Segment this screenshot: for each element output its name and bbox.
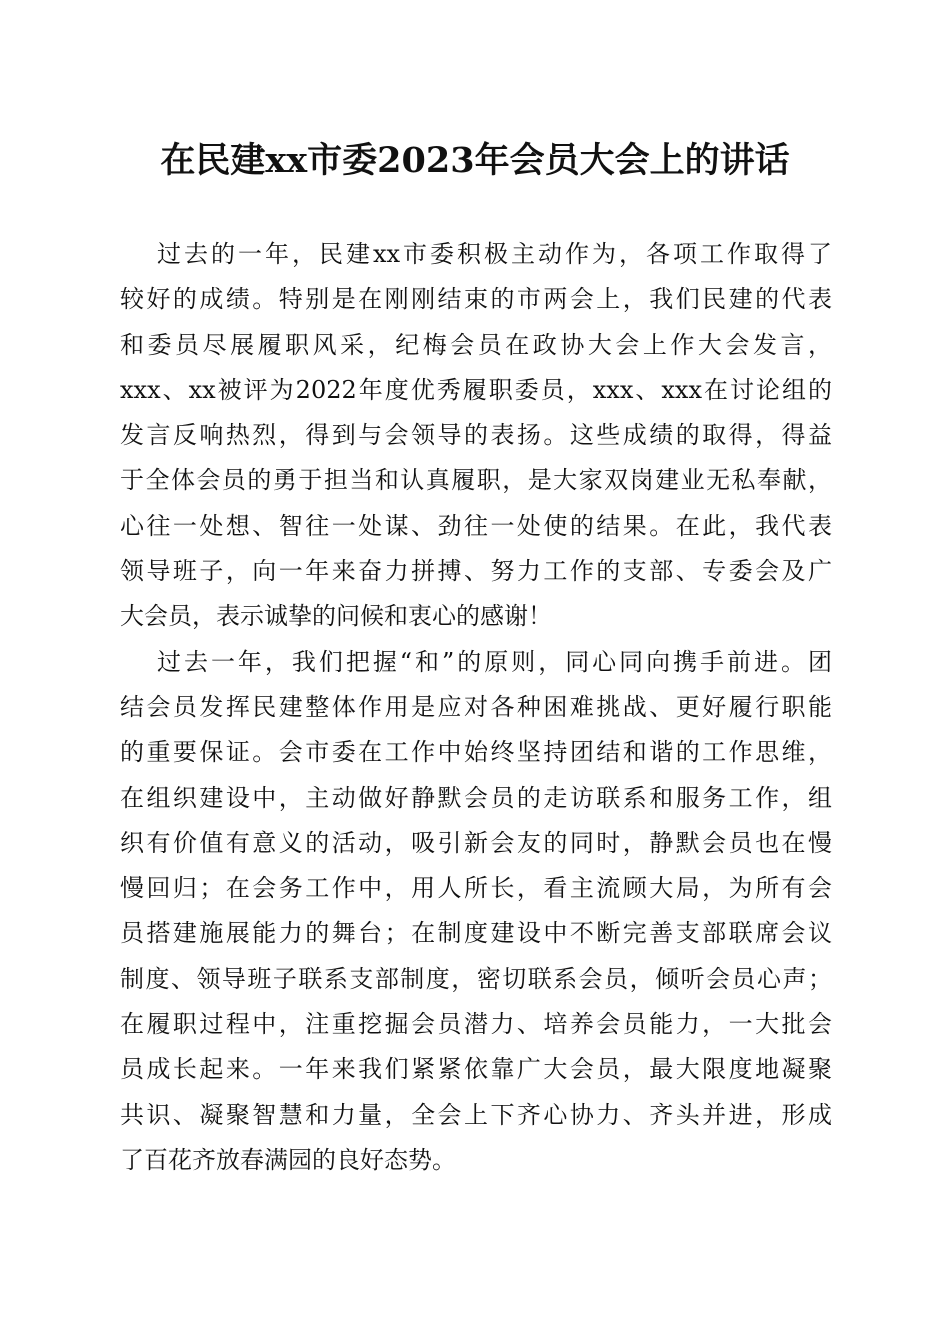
text-line: 于全体会员的勇于担当和认真履职，是大家双岗建业无私奉献， [120, 466, 832, 495]
text-line: 的重要保证。会市委在工作中始终坚持团结和谐的工作思维， [120, 738, 832, 767]
document-body [120, 232, 832, 1183]
text-line: 过去一年，我们把握“和”的原则，同心同向携手前进。团 [157, 647, 832, 676]
text-line: 在组织建设中，主动做好静默会员的走访联系和服务工作，组 [120, 783, 832, 812]
text-line: 慢回归；在会务工作中，用人所长，看主流顾大局，为所有会 [120, 874, 832, 903]
text-line: 和委员尽展履职风采，纪梅会员在政协大会上作大会发言， [120, 330, 832, 359]
text-line: 过去的一年，民建xx市委积极主动作为，各项工作取得了 [157, 240, 832, 268]
document-title: 在民建xx市委2023年会员大会上的讲话 [160, 140, 790, 181]
text-line: 较好的成绩。特别是在刚刚结束的市两会上，我们民建的代表 [120, 285, 832, 314]
text-line: 结会员发挥民建整体作用是应对各种困难挑战、更好履行职能 [120, 692, 832, 721]
text-line: 在履职过程中，注重挖掘会员潜力、培养会员能力，一大批会 [120, 1010, 832, 1039]
text-line: 制度、领导班子联系支部制度，密切联系会员，倾听会员心声； [120, 964, 832, 993]
text-line: 共识、凝聚智慧和力量，全会上下齐心协力、齐头并进，形成 [120, 1100, 832, 1129]
paragraph-1 [120, 232, 832, 640]
paragraph-2 [120, 640, 832, 1184]
text-line: 了百花齐放春满园的良好态势。 [120, 1145, 456, 1174]
text-line: xxx、xx被评为2022年度优秀履职委员，xxx、xxx在讨论组的 [120, 375, 832, 404]
text-line: 员成长起来。一年来我们紧紧依靠广大会员，最大限度地凝聚 [120, 1055, 832, 1084]
text-line: 织有价值有意义的活动，吸引新会友的同时，静默会员也在慢 [120, 828, 832, 857]
text-line: 领导班子，向一年来奋力拼搏、努力工作的支部、专委会及广 [120, 557, 832, 586]
text-line: 员搭建施展能力的舞台；在制度建设中不断完善支部联席会议 [120, 919, 832, 948]
text-line: 心往一处想、智往一处谋、劲往一处使的结果。在此，我代表 [120, 511, 832, 540]
text-line: 发言反响热烈，得到与会领导的表扬。这些成绩的取得，得益 [120, 421, 832, 450]
text-line: 大会员，表示诚挚的问候和衷心的感谢！ [120, 602, 552, 631]
